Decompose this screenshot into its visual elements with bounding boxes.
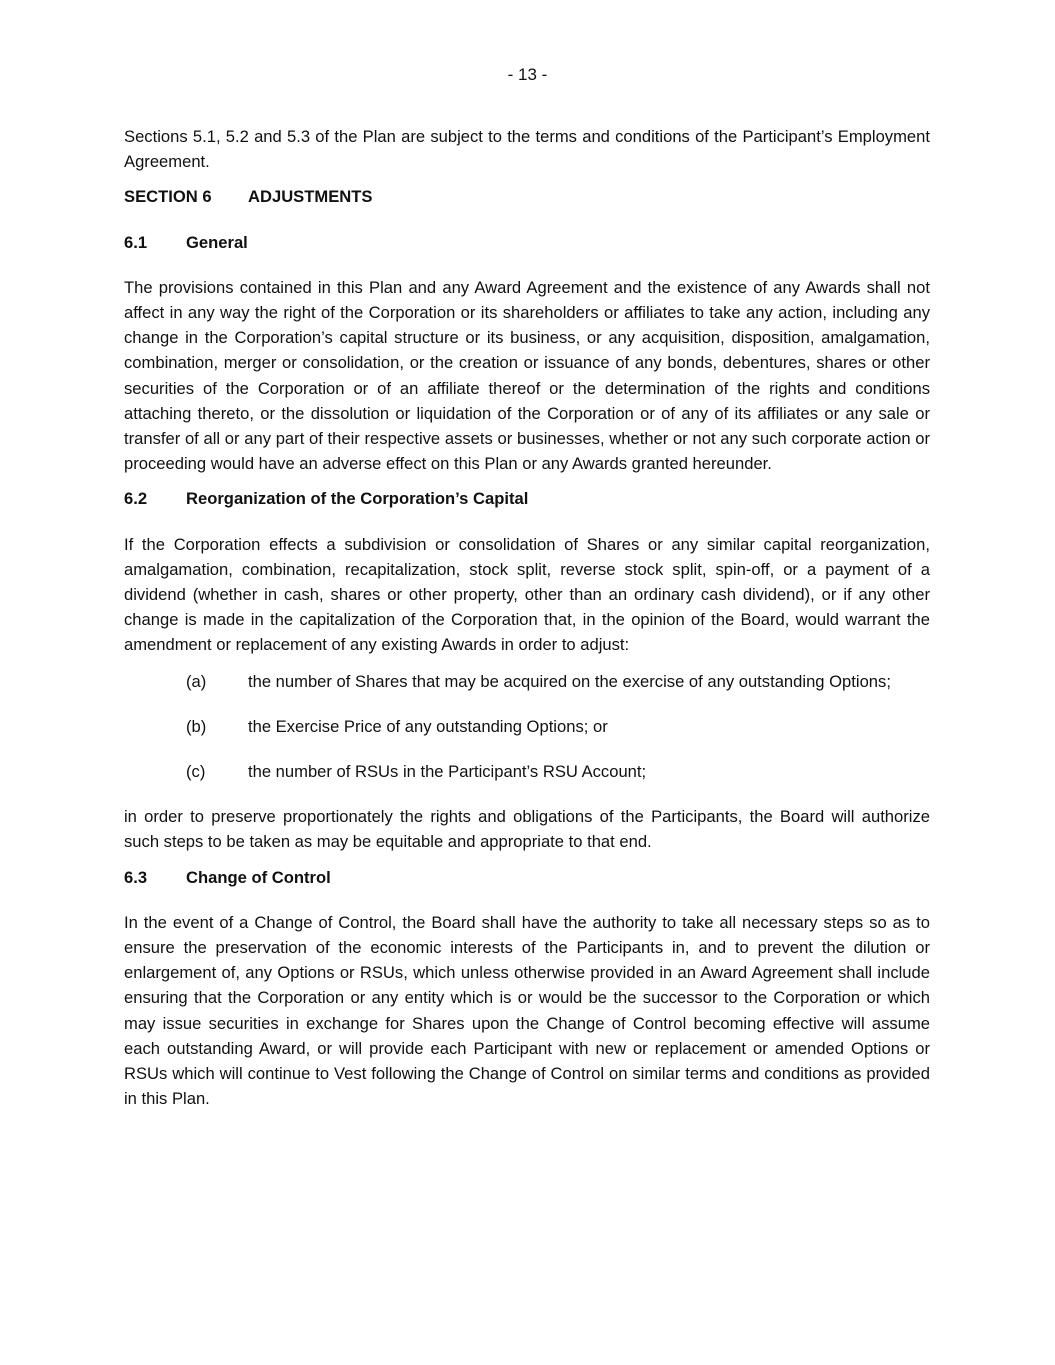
subsection-6-1-title: General [186, 232, 248, 252]
list-item-text: the number of Shares that may be acquired on the exercise of any outstanding Options; [248, 671, 891, 691]
subsection-6-2-body: If the Corporation effects a subdivision or consolidation of Shares or any similar capital reorganization, amalgamation, combination, recapitalization, stock split, reverse stock split, spin-off, or a payment of a dividend (whether in cash, shares or other property, other than an ordinary cash dividend), or if any other change is made in the capitalization of the Corporation that, in the opinion of the Board, would warrant the amendment or replacement of any existing Awards in order to adjust: [124, 534, 930, 655]
section-6-number: SECTION 6 [124, 187, 212, 207]
subsection-6-3-body: In the event of a Change of Control, the Board shall have the authority to take all necessary steps so as to ensure the preservation of the economic interests of the Participants in, and to prevent the dilution or enlargement of, any Options or RSUs, which unless otherwise provided in an Award Agreement shall include ensuring that the Corporation or any entity which is or would be the successor to the Corporation or which may issue securities in exchange for Shares upon the Change of Control becoming effective will assume each outstanding Award, or will provide each Participant with new or replacement or amended Options or RSUs which will continue to Vest following the Change of Control on similar terms and conditions as provided in this Plan. [124, 912, 930, 1109]
list-item [186, 759, 930, 784]
intro-paragraph: Sections 5.1, 5.2 and 5.3 of the Plan are subject to the terms and conditions of the Participant’s Employment Agreement. [124, 127, 930, 172]
list-item-marker: (c) [186, 762, 206, 782]
subsection-6-1-body: The provisions contained in this Plan and any Award Agreement and the existence of any Awards shall not affect in any way the right of the Corporation or its shareholders or affiliates to take any action, including any change in the Corporation’s capital structure or its business, or any acquisition, disposition, amalgamation, combination, merger or consolidation, or the creation or issuance of any bonds, debentures, shares or other securities of the Corporation or of an affiliate thereof or the determination of the rights and conditions attaching thereto, or the dissolution or liquidation of the Corporation or of any of its affiliates or any sale or transfer of all or any part of their respective assets or businesses, whether or not any such corporate action or proceeding would have an adverse effect on this Plan or any Awards granted hereunder. [124, 277, 930, 474]
section-6-title: ADJUSTMENTS [248, 187, 373, 207]
subsection-6-1-number: 6.1 [124, 232, 148, 252]
page-content [124, 124, 930, 1112]
subsection-6-2-title: Reorganization of the Corporation’s Capital [186, 489, 529, 509]
list-item-text: the number of RSUs in the Participant’s RSU Account; [248, 762, 647, 782]
list-item-text: the Exercise Price of any outstanding Options; or [248, 716, 608, 736]
subsection-6-3-heading [124, 865, 930, 890]
list-item-marker: (a) [186, 671, 207, 691]
section-6-heading [124, 184, 930, 209]
subsection-6-1-heading [124, 230, 930, 255]
list-item-marker: (b) [186, 716, 207, 736]
subsection-6-2-number: 6.2 [124, 489, 148, 509]
subsection-6-3-title: Change of Control [186, 867, 331, 887]
subsection-6-2-heading [124, 486, 930, 511]
list-item [186, 714, 930, 739]
subsection-6-3-number: 6.3 [124, 867, 148, 887]
list-item [186, 669, 930, 694]
subsection-6-2-closing: in order to preserve proportionately the rights and obligations of the Participants, the Board will authorize such steps to be taken as may be equitable and appropriate to that end. [124, 807, 930, 852]
page-number: - 13 - [507, 65, 548, 84]
